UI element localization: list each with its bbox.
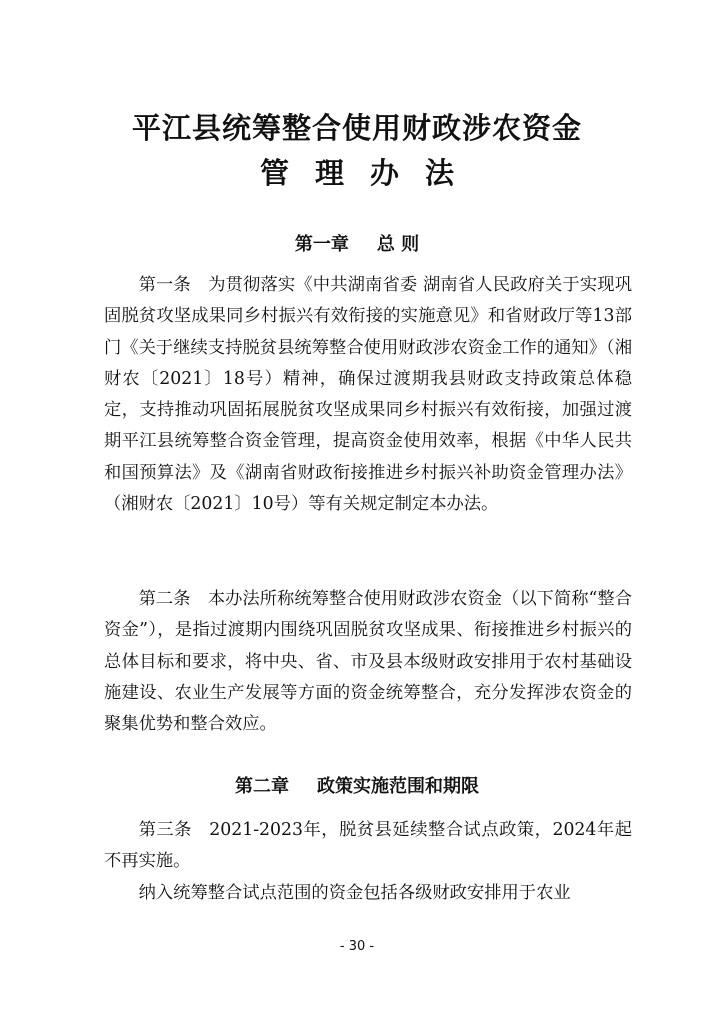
article-1 — [104, 270, 632, 520]
article-3-continued: 纳入统筹整合试点范围的资金包括各级财政安排用于农业 — [138, 883, 571, 903]
document-title-line2: 管理办法 — [259, 156, 480, 190]
article-label: 第一条 — [138, 275, 191, 295]
article-text: 本办法所称统筹整合使用财政涉农资金（以下简称“整合资金”），是指过渡期内围绕巩固脱贫攻坚成果、衔接推进乡村振兴的总体目标和要求，将中央、省、市及县本级财政安排用于农村基础设施建设、农业生产发展等方面的资金统筹整合，充分发挥涉农资金的聚集优势和整合效应。 — [104, 589, 632, 735]
article-label: 第三条 — [138, 820, 192, 840]
article-3 — [104, 815, 632, 878]
document-title-line1: 平江县统筹整合使用财政涉农资金 — [131, 111, 582, 145]
article-2 — [104, 584, 632, 740]
chapter-heading-2 — [0, 772, 714, 802]
page-number: - 30 - — [339, 939, 375, 954]
chapter-title: 政策实施范围和期限 — [317, 776, 479, 797]
article-text: 2021-2023年，脱贫县延续整合试点政策，2024年起不再实施。 — [104, 820, 632, 872]
chapter-title: 总 则 — [376, 234, 420, 255]
article-text: 为贯彻落实《中共湖南省委 湖南省人民政府关于实现巩固脱贫攻坚成果同乡村振兴有效衔接的实施意见》和省财政厅等13部门《关于继续支持脱贫县统筹整合使用财政涉农资金工作的通知》（湘财农〔2021〕18号）精神，确保过渡期我县财政支持政策总体稳定，支持推动巩固拓展脱贫攻坚成果同乡村振兴有效衔接，加强过渡期平江县统筹整合资金管理，提高资金使用效率，根据《中华人民共和国预算法》及《湖南省财政衔接推进乡村振兴补助资金管理办法》（湘财农〔2021〕10号）等有关规定制定本办法。 — [104, 275, 632, 515]
chapter-number: 第一章 — [294, 234, 349, 255]
chapter-number: 第二章 — [235, 776, 289, 797]
chapter-heading-1 — [0, 230, 714, 260]
article-label: 第二条 — [138, 589, 191, 609]
